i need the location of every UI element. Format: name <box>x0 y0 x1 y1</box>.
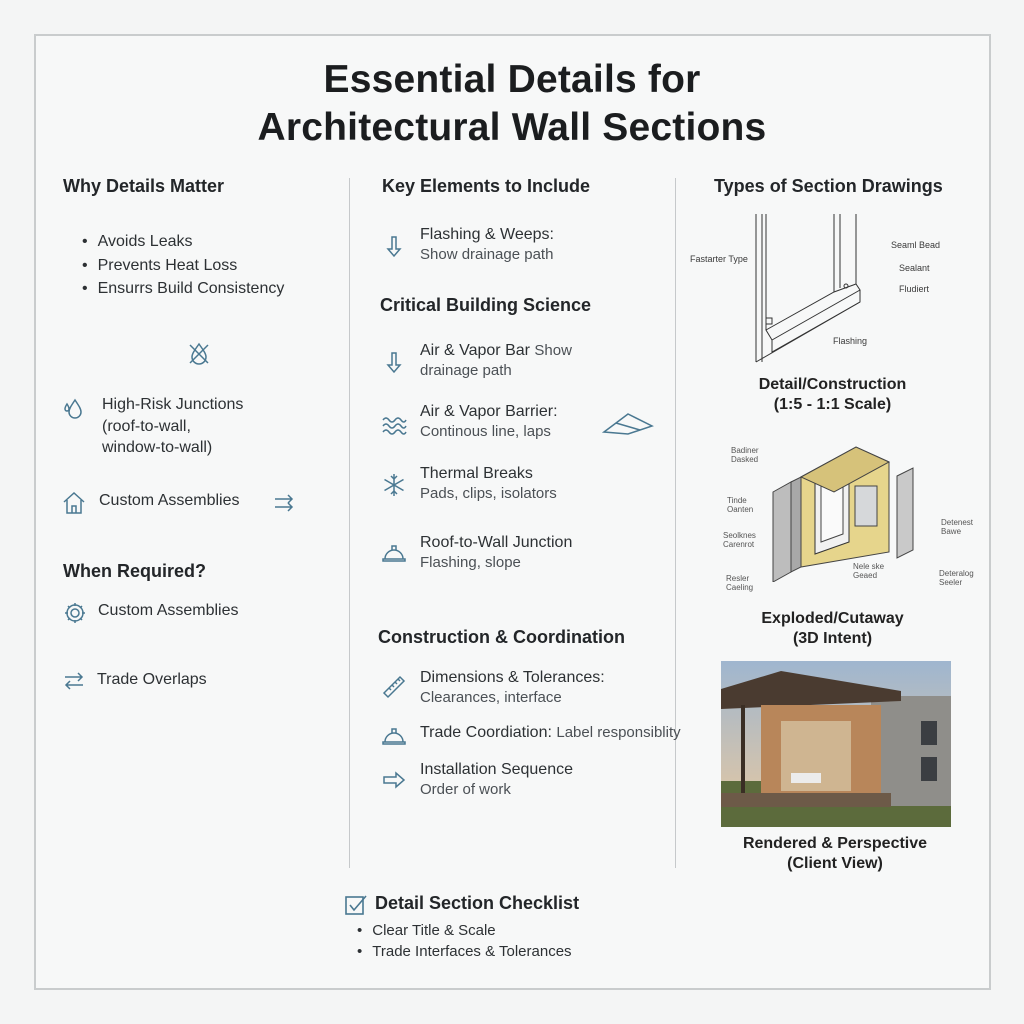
air-bar-inline: Show <box>534 342 572 359</box>
bullet-consistency: • Ensurrs Build Consistency <box>82 280 284 298</box>
junctions-line-3: window-to-wall) <box>102 439 213 456</box>
ruler-icon <box>381 674 407 700</box>
checklist-heading: Detail Section Checklist <box>375 893 580 913</box>
render-caption <box>700 834 970 874</box>
exp-label-a2: Dasked <box>731 455 759 464</box>
column-divider-2 <box>675 178 676 868</box>
checklist-item-1: • Clear Title & Scale <box>357 922 496 939</box>
trade-inline: Label responsiblity <box>556 724 681 741</box>
column-divider-1 <box>349 178 350 868</box>
exp-label-e2: Caeling <box>726 583 754 592</box>
air-vapor-barrier-title: Air & Vapor Barrier: <box>420 403 558 420</box>
wave-icon <box>381 411 407 437</box>
bullet-heat-loss: • Prevents Heat Loss <box>82 257 237 275</box>
exp-label-c2: Carenrot <box>723 540 755 549</box>
page-title <box>0 56 1024 152</box>
house-icon <box>61 490 87 516</box>
checklist-item-2: • Trade Interfaces & Tolerances <box>357 943 572 960</box>
title-line-1: Essential Details for <box>323 58 701 101</box>
detail-caption <box>700 375 965 415</box>
flashing-weeps-sub: Show drainage path <box>420 246 554 263</box>
exp-label-g1: Deteralog <box>939 569 974 578</box>
why-details-heading: Why Details Matter <box>63 176 225 196</box>
install-seq-sub: Order of work <box>420 781 511 798</box>
exp-label-d2: Geaed <box>853 571 878 580</box>
detail-caption-1: Detail/Construction <box>758 376 907 393</box>
air-bar-label: Air & Vapor Bar <box>420 342 530 359</box>
snowflake-icon <box>381 472 407 498</box>
exp-label-e1: Resler <box>726 574 750 583</box>
label-sealant: Sealant <box>899 263 930 273</box>
exp-label-f <box>941 518 973 536</box>
when-custom-assemblies: Custom Assemblies <box>98 602 239 619</box>
detail-caption-2: (1:5 - 1:1 Scale) <box>773 396 892 413</box>
down-arrow-icon <box>381 233 407 259</box>
trade-hardhat-icon <box>381 723 407 749</box>
roof-slope-icon <box>602 410 654 436</box>
bullet-avoids-leaks: • Avoids Leaks <box>82 233 192 251</box>
exploded-caption-2: (3D Intent) <box>792 630 873 647</box>
exp-label-d <box>853 562 884 580</box>
junctions-line-2: (roof-to-wall, <box>102 418 191 435</box>
exp-label-c <box>723 531 756 549</box>
label-flashing: Flashing <box>833 336 868 346</box>
exp-label-g <box>939 569 974 587</box>
air-vapor-bar-sub: drainage path <box>420 362 512 379</box>
exp-label-f1: Detenest <box>941 518 974 527</box>
air-vapor-bar-title <box>420 342 572 360</box>
roof-wall-sub: Flashing, slope <box>420 554 521 571</box>
types-heading: Types of Section Drawings <box>714 176 943 196</box>
when-required-heading: When Required? <box>63 561 206 581</box>
title-line-2: Architectural Wall Sections <box>257 106 767 149</box>
exp-label-b1: Tinde <box>727 496 747 505</box>
air-bar-arrow-icon <box>381 349 407 375</box>
exp-label-b2: Oanten <box>727 505 754 514</box>
exploded-drawing <box>771 432 921 582</box>
air-vapor-barrier-sub: Continous line, laps <box>420 423 551 440</box>
exp-label-d1: Nele ske <box>853 562 885 571</box>
render-caption-1: Rendered & Perspective <box>742 835 928 852</box>
arrow-right-icon <box>381 767 407 793</box>
roof-wall-title: Roof-to-Wall Junction <box>420 534 573 551</box>
exp-label-g2: Seeler <box>939 578 963 587</box>
key-elements-heading: Key Elements to Include <box>382 176 591 196</box>
coordination-heading: Construction & Coordination <box>378 627 625 647</box>
water-drop-icon <box>61 396 87 422</box>
gear-icon <box>62 600 88 626</box>
trade-overlaps: Trade Overlaps <box>97 671 207 688</box>
junctions-line-1: High-Risk Junctions <box>102 396 244 413</box>
hardhat-icon <box>381 540 407 566</box>
detail-drawing <box>752 212 872 370</box>
dimensions-title: Dimensions & Tolerances: <box>420 669 605 686</box>
exp-label-b <box>727 496 753 514</box>
swap-arrows-icon <box>61 668 87 694</box>
custom-assemblies-left: Custom Assemblies <box>99 492 240 509</box>
dimensions-sub: Clearances, interface <box>420 689 562 706</box>
install-seq-title: Installation Sequence <box>420 761 573 778</box>
exploded-caption <box>700 609 965 649</box>
arrows-icon <box>272 490 298 516</box>
render-caption-2: (Client View) <box>787 855 883 872</box>
trade-title: Trade Coordiation: <box>420 724 552 741</box>
rendered-house-image <box>721 661 951 827</box>
thermal-breaks-sub: Pads, clips, isolators <box>420 485 557 502</box>
exp-label-f2: Bawe <box>941 527 962 536</box>
critical-science-heading: Critical Building Science <box>380 295 592 315</box>
trade-coordination <box>420 724 681 742</box>
label-seal-bead: Seaml Bead <box>891 240 941 250</box>
exploded-caption-1: Exploded/Cutaway <box>761 610 904 627</box>
exp-label-c1: Seolknes <box>723 531 756 540</box>
no-leak-icon <box>186 341 212 367</box>
exp-label-a1: Badiner <box>731 446 759 455</box>
label-fluid: Fludiert <box>899 284 930 294</box>
exp-label-a <box>731 446 759 464</box>
label-fastener: Fastarter Type <box>690 254 748 264</box>
flashing-weeps-title: Flashing & Weeps: <box>420 226 554 243</box>
checkbox-icon <box>344 893 368 917</box>
thermal-breaks-title: Thermal Breaks <box>420 465 533 482</box>
exp-label-e <box>726 574 753 592</box>
